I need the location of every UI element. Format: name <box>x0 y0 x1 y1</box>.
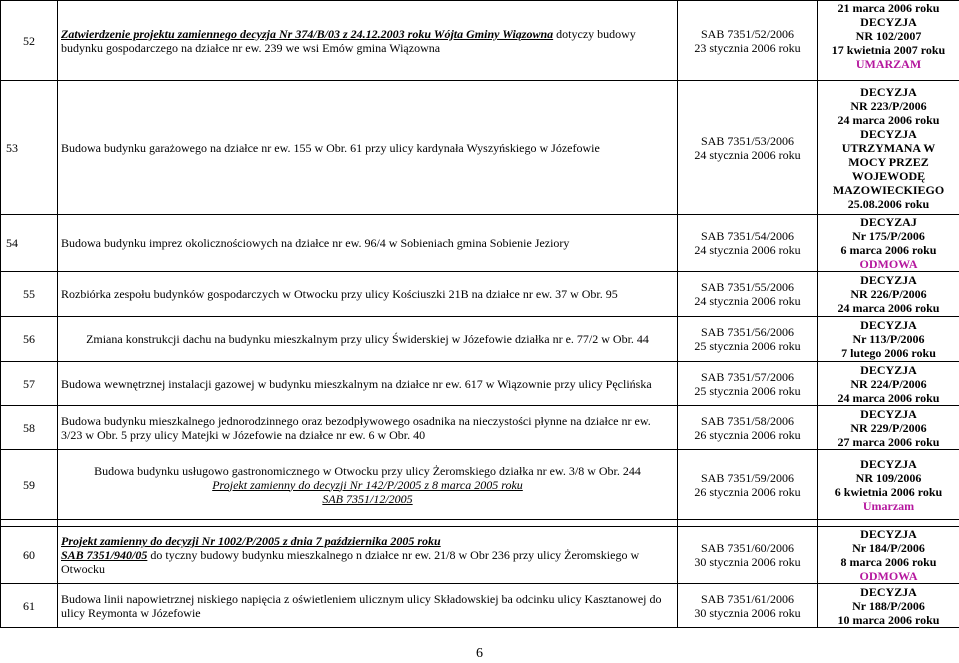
case-number: SAB 7351/54/2006 <box>700 229 794 243</box>
decision-cell <box>818 215 959 272</box>
decision-note: MAZOWIECKIEGO <box>832 182 945 197</box>
case-reference <box>678 527 818 584</box>
decision-number: Nr 188/P/2006 <box>852 598 925 613</box>
decision-date: 6 marca 2006 roku <box>840 243 937 257</box>
case-date: 23 stycznia 2006 roku <box>694 40 801 55</box>
decision-cell <box>818 450 959 520</box>
row-description: Budowa budynku mieszkalnego jednorodzinnego oraz bezodpływowego osadnika na nieczystości płynne na działce nr ew. 3/23 w Obr. 5 przy ulicy Matejki w Józefowie na działce nr ew. 6 w Obr. 40 <box>58 406 678 450</box>
decision-cell <box>818 272 959 317</box>
case-number: SAB 7351/57/2006 <box>700 369 794 384</box>
row-description <box>58 450 678 520</box>
case-date: 26 stycznia 2006 roku <box>694 484 801 499</box>
row-description: Budowa budynku imprez okolicznościowych na działce nr ew. 96/4 w Sobieniach gmina Sobienie Jeziory <box>58 215 678 272</box>
case-number: SAB 7351/60/2006 <box>700 541 794 555</box>
row-number: 60 <box>1 527 58 584</box>
row-number: 54 <box>1 215 58 272</box>
decision-date: 21 marca 2006 roku <box>837 1 940 15</box>
decision-number: Nr 113/P/2006 <box>852 332 925 346</box>
decision-number: NR 226/P/2006 <box>850 287 927 301</box>
decision-date: 24 marca 2006 roku <box>837 112 940 127</box>
decision-label: DECYZJA <box>860 456 917 471</box>
case-reference <box>678 317 818 362</box>
decision-number: NR 224/P/2006 <box>850 376 927 391</box>
table-row <box>1 81 959 215</box>
decision-number: NR 102/2007 <box>855 29 922 43</box>
decision-cell <box>818 317 959 362</box>
table-row <box>1 1 959 81</box>
decision-date: 10 marca 2006 roku <box>837 612 940 627</box>
decision-cell <box>818 362 959 406</box>
case-number: SAB 7351/55/2006 <box>700 280 794 294</box>
case-reference <box>678 450 818 520</box>
table-row <box>1 362 959 406</box>
page-number: 6 <box>476 646 483 661</box>
case-reference <box>678 215 818 272</box>
description-text: Budowa budynku usługowo gastronomicznego w Otwocku przy ulicy Żeromskiego działka nr ew. 3/8 w Obr. 244 <box>94 463 641 478</box>
replacement-project-case: SAB 7351/12/2005 <box>322 491 413 506</box>
decision-status: UMARZAM <box>855 57 922 71</box>
row-number: 58 <box>1 406 58 450</box>
decision-label: DECYZJA <box>860 362 917 377</box>
decision-cell <box>818 81 959 215</box>
decision-date: 7 lutego 2006 roku <box>841 346 936 360</box>
replacement-project-case: SAB 7351/940/05 <box>61 548 148 562</box>
decision-note: WOJEWODĘ <box>851 168 926 183</box>
table-row <box>1 317 959 362</box>
table-row <box>1 272 959 317</box>
decision-cell <box>818 527 959 584</box>
decision-cell <box>818 1 959 81</box>
table-row <box>1 406 959 450</box>
decision-reference-link: Zatwierdzenie projektu zamiennego decyzja Nr 374/B/03 z 24.12.2003 roku Wójta Gminy Wiązowna <box>61 26 554 41</box>
case-reference <box>678 81 818 215</box>
row-description <box>58 1 678 81</box>
table-row <box>1 527 959 584</box>
decision-number: Nr 175/P/2006 <box>852 229 925 243</box>
table-row <box>1 450 959 520</box>
decision-status: ODMOWA <box>859 569 918 583</box>
decision-label: DECYZJA <box>860 126 917 141</box>
table-row <box>1 215 959 272</box>
decision-label: DECYZJA <box>860 406 917 421</box>
row-number: 55 <box>1 272 58 317</box>
row-number: 59 <box>1 450 58 520</box>
case-number: SAB 7351/53/2006 <box>700 133 794 148</box>
decision-number: NR 229/P/2006 <box>850 420 927 435</box>
decision-label: DECYZJA <box>860 318 917 332</box>
row-number: 56 <box>1 317 58 362</box>
decision-label: DECYZJA <box>860 273 917 287</box>
row-number: 53 <box>1 81 58 215</box>
row-number: 61 <box>1 584 58 628</box>
case-number: SAB 7351/52/2006 <box>700 26 794 41</box>
case-number: SAB 7351/61/2006 <box>700 591 794 606</box>
case-date: 24 stycznia 2006 roku <box>694 243 801 257</box>
decision-note: UTRZYMANA W <box>841 140 936 155</box>
row-description: Zmiana konstrukcji dachu na budynku mieszkalnym przy ulicy Świderskiej w Józefowie działka nr e. 77/2 w Obr. 44 <box>58 317 678 362</box>
decision-status: Umarzam <box>862 498 915 513</box>
row-description: Rozbiórka zespołu budynków gospodarczych w Otwocku przy ulicy Kościuszki 21B na działce nr ew. 37 w Obr. 95 <box>58 272 678 317</box>
case-reference <box>678 406 818 450</box>
description-text: do tyczny budowy budynku mieszkalnego n działce nr ew. 21/8 w Obr 236 przy ulicy Żeromskiego w Otwocku <box>61 548 640 576</box>
row-description: Budowa linii napowietrznej niskiego napięcia z oświetleniem ulicznym ulicy Składowskiej ba odcinku ulicy Kasztanowej do ulicy Reymonta w Józefowie <box>58 584 678 628</box>
replacement-project-link: Projekt zamienny do decyzji Nr 1002/P/2005 z dnia 7 października 2005 roku <box>61 534 441 548</box>
decision-number: NR 109/2006 <box>855 470 922 485</box>
case-reference <box>678 272 818 317</box>
decision-status: ODMOWA <box>859 257 918 271</box>
decision-number: Nr 184/P/2006 <box>852 541 925 555</box>
case-date: 30 stycznia 2006 roku <box>694 605 801 620</box>
replacement-project-link: Projekt zamienny do decyzji Nr 142/P/2005 z 8 marca 2005 roku <box>212 477 523 492</box>
decision-date: 6 kwietnia 2006 roku <box>834 484 943 499</box>
case-reference <box>678 1 818 81</box>
case-number: SAB 7351/59/2006 <box>700 470 794 485</box>
case-number: SAB 7351/56/2006 <box>700 325 794 339</box>
row-number: 52 <box>1 1 58 81</box>
row-description: Budowa budynku garażowego na działce nr ew. 155 w Obr. 61 przy ulicy kardynała Wyszyńskiego w Józefowie <box>58 81 678 215</box>
decision-date: 8 marca 2006 roku <box>840 555 937 569</box>
decision-cell <box>818 584 959 628</box>
decision-date: 24 marca 2006 roku <box>837 301 940 315</box>
table-row <box>1 584 959 628</box>
decision-label: DECYZJA <box>860 84 917 99</box>
decision-label: DECYZJA <box>860 584 917 599</box>
case-date: 24 stycznia 2006 roku <box>694 147 801 162</box>
row-number: 57 <box>1 362 58 406</box>
decision-label: DECYZAJ <box>860 215 917 229</box>
description-text: dotyczy budowy budynku gospodarczego na działce nr ew. 239 we wsi Emów gmina Wiązowna <box>61 26 636 55</box>
row-description: Budowa wewnętrznej instalacji gazowej w budynku mieszkalnym na działce nr ew. 617 w Wiązownie przy ulicy Pęclińska <box>58 362 678 406</box>
decision-label: DECYZJA <box>860 15 917 29</box>
decision-cell <box>818 406 959 450</box>
case-date: 25 stycznia 2006 roku <box>694 339 801 353</box>
decision-date: 25.08.2006 roku <box>847 196 930 211</box>
case-reference <box>678 362 818 406</box>
row-description <box>58 527 678 584</box>
case-date: 24 stycznia 2006 roku <box>694 294 801 308</box>
decision-number: NR 223/P/2006 <box>850 98 927 113</box>
decision-date: 17 kwietnia 2007 roku <box>831 43 946 57</box>
case-date: 26 stycznia 2006 roku <box>694 427 801 442</box>
case-number: SAB 7351/58/2006 <box>700 413 794 428</box>
case-reference <box>678 584 818 628</box>
decision-label: DECYZJA <box>860 527 917 541</box>
decision-date: 27 marca 2006 roku <box>837 434 940 449</box>
case-date: 30 stycznia 2006 roku <box>694 555 801 569</box>
case-date: 25 stycznia 2006 roku <box>694 383 801 398</box>
decision-date: 24 marca 2006 roku <box>837 390 940 405</box>
decision-note: MOCY PRZEZ <box>848 154 929 169</box>
page-break-gap <box>1 520 959 527</box>
